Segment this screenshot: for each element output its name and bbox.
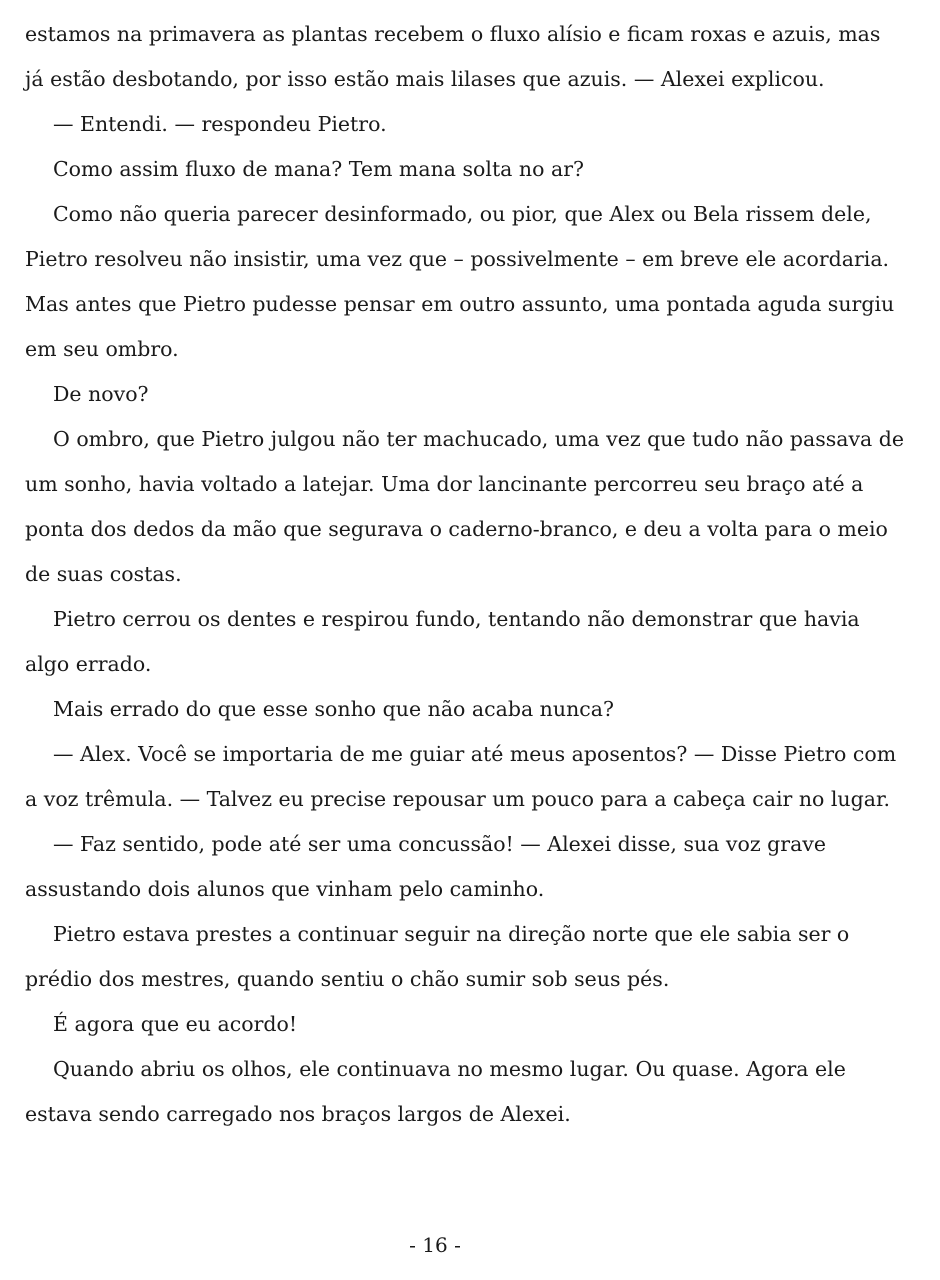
paragraph: Pietro estava prestes a continuar seguir na direção norte que ele sabia ser o prédio dos mestres, quando sentiu o chão sumir sob seus pés. [25,922,850,991]
page-number: - 16 - [409,1233,461,1257]
paragraph: Como não queria parecer desinformado, ou pior, que Alex ou Bela rissem dele, Pietro resolveu não insistir, uma vez que – possivelmente – em breve ele acordaria. Mas antes que Pietro pudesse pensar em outro assunto, uma pontada aguda surgiu em seu ombro. [25,202,895,361]
paragraph: estamos na primavera as plantas recebem o fluxo alísio e ficam roxas e azuis, mas já estão desbotando, por isso estão mais lilases que azuis. — Alexei explicou. [25,22,881,91]
paragraph: O ombro, que Pietro julgou não ter machucado, uma vez que tudo não passava de um sonho, havia voltado a latejar. Uma dor lancinante percorreu seu braço até a ponta dos dedos da mão que segurava o caderno-branco, e deu a volta para o meio de suas costas. [25,427,905,586]
paragraph: — Entendi. — respondeu Pietro. [53,112,387,136]
paragraph: Mais errado do que esse sonho que não acaba nunca? [53,697,614,721]
paragraph: — Alex. Você se importaria de me guiar até meus aposentos? — Disse Pietro com a voz trêmula. — Talvez eu precise repousar um pouco para a cabeça cair no lugar. [25,742,897,811]
paragraph: É agora que eu acordo! [53,1012,298,1036]
paragraph: De novo? [53,382,149,406]
paragraph: Como assim fluxo de mana? Tem mana solta no ar? [53,157,584,181]
paragraph: Quando abriu os olhos, ele continuava no mesmo lugar. Ou quase. Agora ele estava sendo carregado nos braços largos de Alexei. [25,1057,846,1126]
paragraph: Pietro cerrou os dentes e respirou fundo, tentando não demonstrar que havia algo errado. [25,607,860,676]
paragraph: — Faz sentido, pode até ser uma concussão! — Alexei disse, sua voz grave assustando dois alunos que vinham pelo caminho. [25,832,827,901]
document-body [25,12,905,1137]
